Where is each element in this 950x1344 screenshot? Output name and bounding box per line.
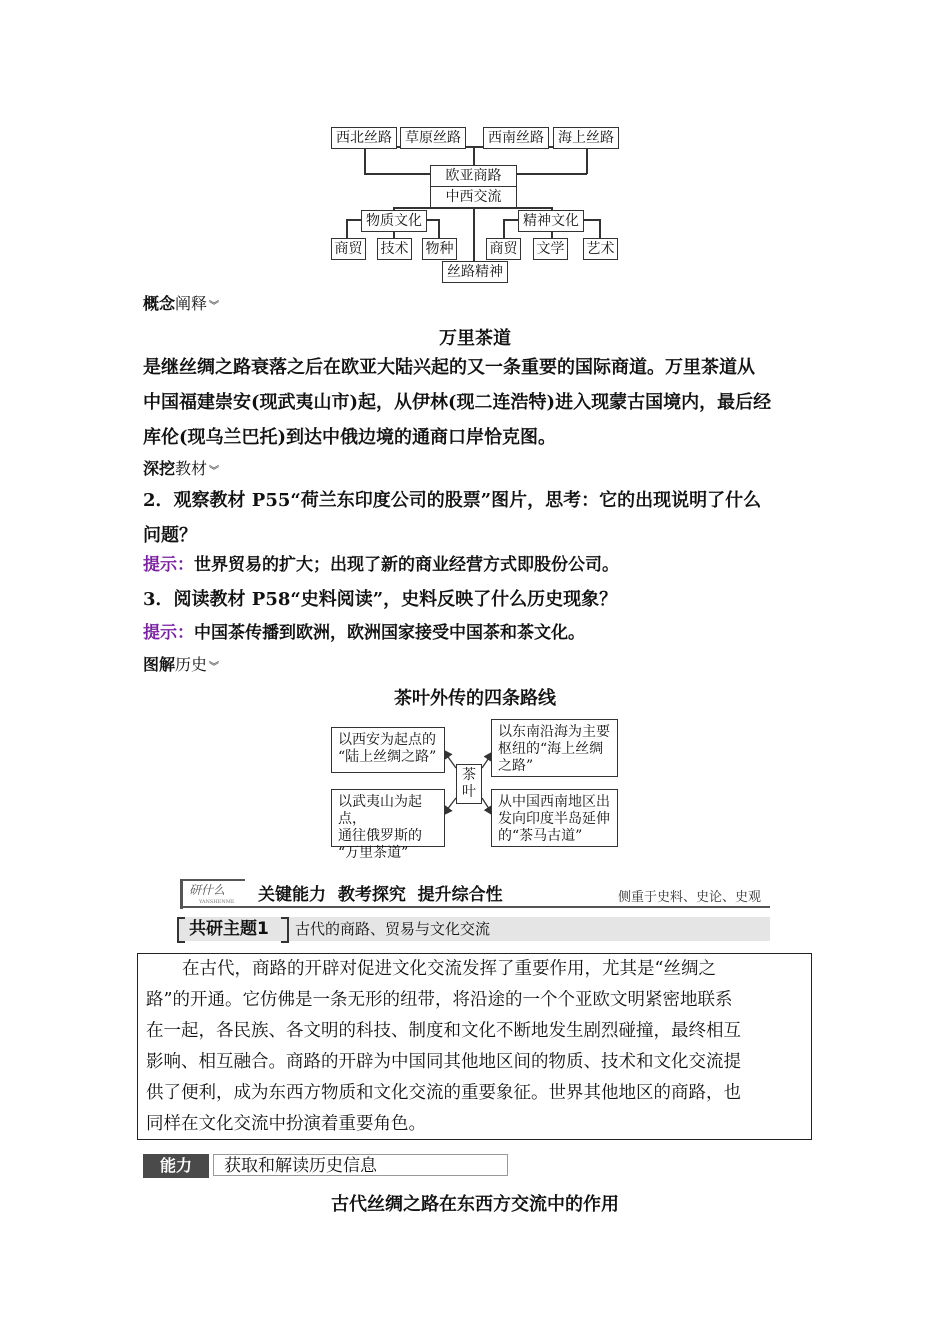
illustrate-title: 茶叶外传的四条路线: [394, 688, 556, 709]
route-line: 以西安为起点的: [338, 732, 436, 748]
concept-label-normal: 阐释: [175, 294, 208, 313]
topic-header: [177, 917, 770, 941]
topic-bracket-left: [177, 917, 185, 943]
route-land-silk-road: [331, 727, 445, 773]
hint-label: 提示：: [143, 623, 194, 643]
concept-label-bold: 概念: [143, 294, 176, 313]
banner-logo: [180, 879, 245, 909]
passage-line: 在一起，各民族、各文明的科技、制度和文化不断地发生剧烈碰撞，最终相互: [146, 1021, 741, 1041]
route-line: 通往俄罗斯的: [338, 828, 422, 844]
node-grassland-silk-road: 草原丝路: [400, 127, 466, 149]
final-title: 古代丝绸之路在东西方交流中的作用: [331, 1194, 619, 1215]
node-silk-road-spirit: 丝路精神: [442, 261, 508, 283]
banner-underline: [180, 906, 770, 908]
textbook-label-bold: 深挖: [143, 459, 176, 478]
chevron-down-icon: ︾: [209, 301, 220, 312]
node-art: 艺术: [583, 238, 618, 260]
node-spiritual-culture: 精神文化: [518, 210, 584, 232]
topic-label: 共研主题1: [189, 919, 269, 939]
answer-text: 世界贸易的扩大；出现了新的商业经营方式即股份公司。: [194, 555, 619, 575]
node-maritime-silk-road: 海上丝路: [553, 127, 619, 149]
question-line: 3．阅读教材 P58“史料阅读”，史料反映了什么历史现象？: [143, 589, 618, 610]
ability-header: [143, 1154, 508, 1178]
node-material-culture: 物质文化: [361, 210, 427, 232]
passage-box: [137, 953, 812, 1140]
route-line: 发向印度半岛延伸: [498, 811, 610, 827]
passage-line: 路”的开通。它仿佛是一条无形的纽带，将沿途的一个个亚欧文明紧密地联系: [146, 990, 733, 1010]
chevron-down-icon: ︾: [209, 466, 220, 477]
question-line: 2．观察教材 P55“荷兰东印度公司的股票”图片，思考：它的出现说明了什么: [143, 490, 762, 511]
route-line: 从中国西南地区出: [498, 794, 610, 810]
passage-line: 在古代，商路的开辟对促进文化交流发挥了重要作用，尤其是“丝绸之: [182, 959, 716, 979]
route-wanli-tea-road: [331, 789, 445, 861]
banner-logo-text: 研什么: [189, 883, 226, 897]
node-right-trade: 商贸: [486, 238, 521, 260]
banner-side-note: 侧重于史料、史论、史观: [618, 890, 762, 905]
question-line: 问题？: [143, 525, 197, 546]
route-line: 以武夷山为起点，: [338, 794, 422, 827]
ability-label: 能力: [143, 1154, 209, 1178]
passage-line: 同样在文化交流中扮演着重要角色。: [146, 1114, 426, 1134]
ability-text: 获取和解读历史信息: [213, 1154, 508, 1176]
concept-title: 万里茶道: [439, 328, 511, 349]
route-line: 之路”: [498, 758, 534, 774]
illustrate-label-bold: 图解: [143, 655, 176, 674]
answer-text: 中国茶传播到欧洲，欧洲国家接受中国茶和茶文化。: [194, 623, 585, 643]
route-line: “陆上丝绸之路”: [338, 749, 437, 765]
concept-line: 库伦(现乌兰巴托)到达中俄边境的通商口岸恰克图。: [143, 427, 557, 448]
topic-bracket-right: [281, 917, 289, 943]
node-literature: 文学: [533, 238, 568, 260]
node-southwest-silk-road: 西南丝路: [483, 127, 549, 149]
node-species: 物种: [422, 238, 457, 260]
node-technology: 技术: [377, 238, 412, 260]
route-line: 枢纽的“海上丝绸: [498, 741, 604, 757]
node-northwest-silk-road: 西北丝路: [331, 127, 397, 149]
banner-heading: 关键能力 教考探究 提升综合性: [258, 885, 503, 905]
route-tea-horse-road: [491, 789, 618, 847]
topic-text: 古代的商路、贸易与文化交流: [295, 920, 491, 938]
passage-line: 影响、相互融合。商路的开辟为中国同其他地区间的物质、技术和文化交流提: [146, 1052, 741, 1072]
textbook-label-normal: 教材: [175, 459, 208, 478]
route-maritime-silk-road: [491, 719, 618, 777]
route-line: 以东南沿海为主要: [498, 724, 610, 740]
hint-label: 提示：: [143, 555, 194, 575]
route-line: 的“茶马古道”: [498, 828, 583, 844]
node-left-trade: 商贸: [331, 238, 366, 260]
tea-label: 茶叶: [462, 767, 476, 800]
node-eurasian-trade-route: 欧亚商路: [430, 165, 517, 187]
concept-line: 中国福建崇安(现武夷山市)起，从伊林(现二连浩特)进入现蒙古国境内，最后经: [143, 392, 772, 413]
illustrate-label-normal: 历史: [175, 655, 208, 674]
node-sino-western-exchange: 中西交流: [430, 186, 517, 208]
route-line: “万里茶道”: [338, 845, 409, 861]
chevron-down-icon: ︾: [209, 662, 220, 673]
route-tea-center: [456, 764, 482, 804]
concept-line: 是继丝绸之路衰落之后在欧亚大陆兴起的又一条重要的国际商道。万里茶道从: [143, 357, 755, 378]
passage-line: 供了便利，成为东西方物质和文化交流的重要象征。世界其他地区的商路，也: [146, 1083, 741, 1103]
banner-logo-sub: YANSHENME: [199, 899, 235, 905]
